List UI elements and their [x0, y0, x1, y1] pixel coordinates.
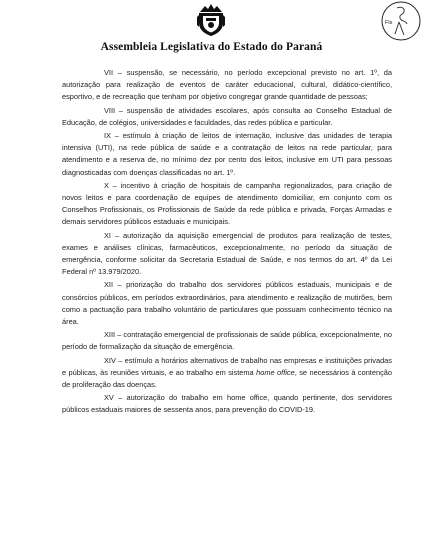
assembly-title: Assembleia Legislativa do Estado do Paraná [100, 41, 323, 53]
paragraph-xii: XII – priorização do trabalho dos servidores públicos estaduais, municipais e de consórcios públicos, em períodos extraordinários, para atendimento e realização de mutirões, bem como a pactuação para trabalho voluntário de particulares que possuam conhecimento técnico na área. [62, 280, 392, 327]
paragraph-xiv-italic: home office [256, 367, 295, 377]
paragraph-xv: XV – autorização do trabalho em home office, quando pertinente, dos servidores públicos estaduais maiores de sessenta anos, para prevenção do COVID-19. [62, 393, 392, 415]
document-body [62, 67, 392, 418]
paragraph-vii: VII – suspensão, se necessário, no período excepcional previsto no art. 1º, da autorização para realização de eventos de caráter educacional, cultural, didático-científico, esportivo, e de recreação que tenham por objetivo congregar grande quantidade de pessoas; [62, 68, 392, 102]
paragraph-viii: VIII – suspensão de atividades escolares, após consulta ao Conselho Estadual de Educação, de colégios, universidades e faculdades, das redes pública e particular. [62, 105, 392, 127]
paragraph-xiv-text-after: , se necessários à contenção de proliferação das doenças. [62, 367, 393, 390]
paragraph-x: X – incentivo à criação de hospitais de campanha regionalizados, para criação de novos leitos e para coordenação de equipes de atendimento domiciliar, em conjunto com os Conselhos Profissionais, os Profissionais de Saúde da rede pública e privada, Forças Armadas e demais servidores públicos estaduais e municipais. [62, 180, 392, 227]
coat-of-arms-icon [197, 3, 225, 37]
paragraph-ix: IX – estímulo à criação de leitos de internação, inclusive das unidades de terapia intensiva (UTI), na rede pública de saúde e a contratação de leitos na rede particular, para atendimento e a reserva de, no mínimo dez por cento dos leitos, inclusive em UTI para pessoas diagnosticadas com doenças classificadas no art. 1º. [62, 131, 392, 177]
paragraph-xi: XI – autorização da aquisição emergencial de produtos para realização de testes, exames e análises clínicas, farmacêuticos, excepcionalmente, no período da situação de emergência, conforme solicitar da Secretaria Estadual de Saúde, e nos termos do art. 4º da Lei Federal nº 13.979/2020. [62, 230, 392, 277]
paragraph-xiv [62, 355, 392, 392]
page-stamp [377, 0, 421, 46]
paragraph-xiv-text-before: XIV – estímulo a horários alternativos de trabalho nas empresas e instituições privadas e públicas, às reuniões virtuais, e ao trabalho em sistema [62, 355, 392, 377]
paragraph-xiii: XIII – contratação emergencial de profissionais de saúde pública, excepcionalmente, no período de formalização da situação de emergência. [62, 330, 392, 352]
stamp-label: Fls [385, 20, 393, 26]
